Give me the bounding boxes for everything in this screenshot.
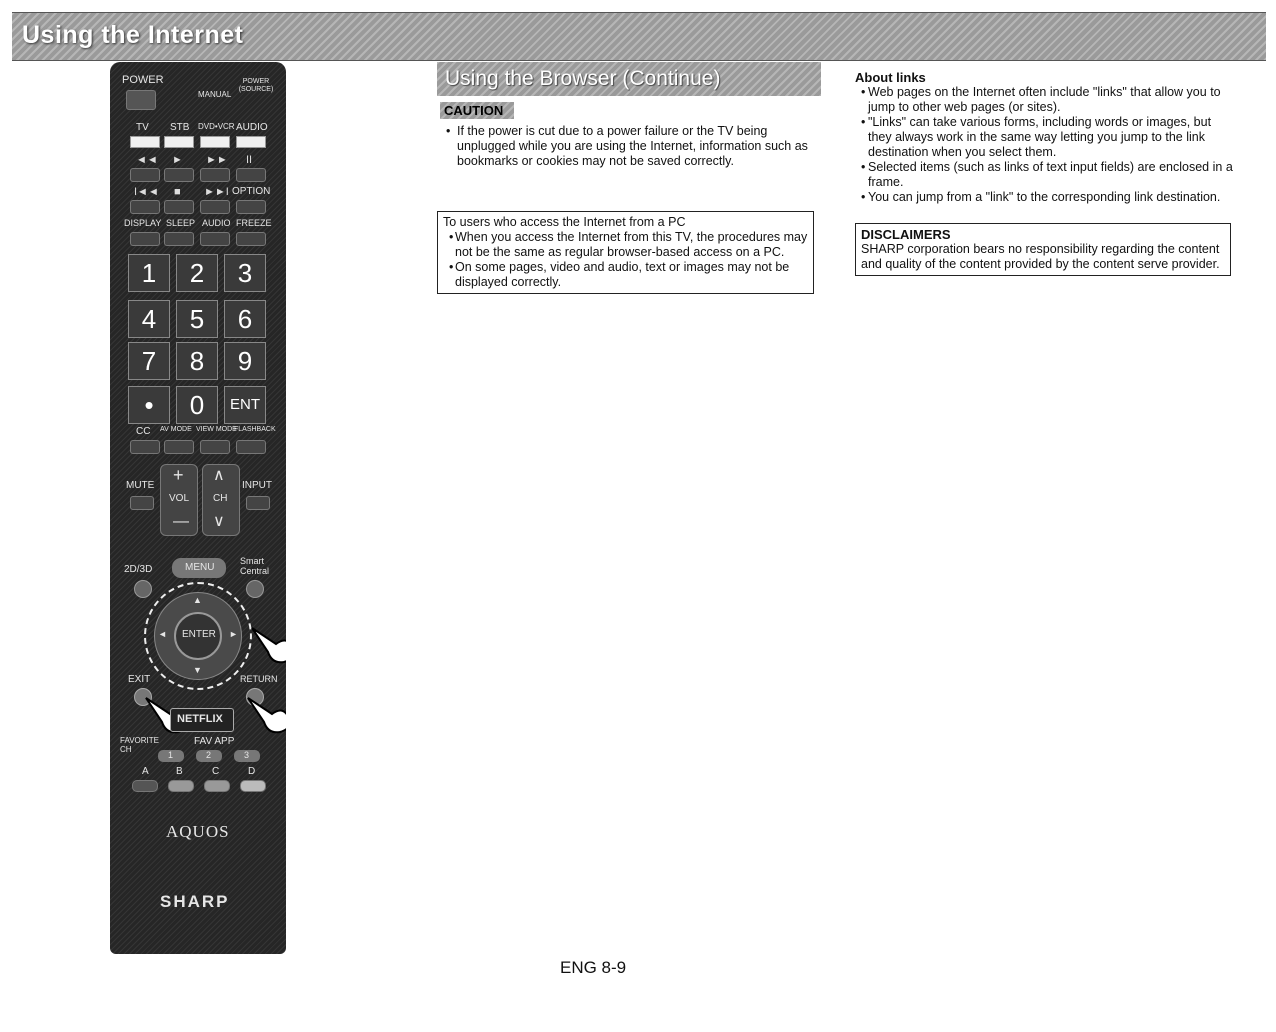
- a-button: [132, 780, 158, 792]
- menu-label: MENU: [185, 562, 215, 573]
- menu-button: [172, 558, 226, 578]
- smart-central-label: Smart Central: [240, 556, 270, 576]
- option-label: OPTION: [232, 186, 271, 197]
- source-stb-label: STB: [170, 122, 190, 133]
- av-mode-label: AV MODE: [160, 426, 192, 433]
- volume-down-icon: —: [173, 513, 189, 530]
- volume-rocker: [160, 464, 198, 536]
- fav-app-2-label: 2: [206, 750, 212, 760]
- num-key-9: 9: [224, 342, 266, 380]
- pc-users-box: [437, 211, 814, 294]
- stop-button: [164, 200, 194, 214]
- ch-label: CH: [213, 493, 228, 504]
- enter-label: ENTER: [182, 629, 216, 640]
- fav-app-3-button: [234, 750, 260, 762]
- skip-back-icon: I◄◄: [134, 186, 159, 198]
- netflix-button: [170, 708, 234, 732]
- caution-label: CAUTION: [440, 102, 514, 119]
- about-links-section: [855, 70, 1233, 205]
- mute-button: [130, 496, 154, 510]
- source-tv-label: TV: [136, 122, 149, 133]
- stop-icon: ■: [174, 186, 181, 198]
- sharp-logo: SHARP: [160, 892, 230, 911]
- source-audio-button: [236, 136, 266, 148]
- play-icon: ►: [172, 154, 183, 166]
- fav-app-3-label: 3: [244, 750, 250, 760]
- pointing-hand-icon: [250, 622, 286, 666]
- power-label: POWER: [122, 74, 164, 86]
- dpad-down-icon: ▼: [193, 665, 202, 675]
- caution-item: • If the power is cut due to a power failure or the TV being unplugged while you are using the Internet, information such as bookmarks or cookies may not be saved correctly.: [440, 124, 815, 169]
- mute-label: MUTE: [126, 480, 155, 491]
- about-links-item: • Selected items (such as links of text input fields) are enclosed in a frame.: [855, 160, 1233, 190]
- skip-back-button: [130, 200, 160, 214]
- dot-key: •: [128, 386, 170, 424]
- pc-users-heading: To users who access the Internet from a PC: [443, 215, 686, 229]
- num-key-7: 7: [128, 342, 170, 380]
- audio-label: AUDIO: [202, 218, 231, 228]
- favorite-ch-label: FAVORITE CH: [120, 736, 159, 754]
- rewind-button: [130, 168, 160, 182]
- channel-down-icon: ∨: [213, 513, 225, 530]
- display-button: [130, 232, 160, 246]
- volume-up-icon: +: [173, 465, 184, 485]
- disclaimers-text: SHARP corporation bears no responsibility regarding the content and quality of the content provided by the content serve provider.: [861, 242, 1220, 271]
- d-label: D: [248, 766, 256, 777]
- power-source-label: POWER (SOURCE): [238, 78, 274, 93]
- input-button: [246, 496, 270, 510]
- fast-forward-icon: ►►: [206, 154, 228, 166]
- a-label: A: [142, 766, 149, 777]
- num-key-1: 1: [128, 254, 170, 292]
- cc-button: [130, 440, 160, 454]
- num-key-6: 6: [224, 300, 266, 338]
- audio-button: [200, 232, 230, 246]
- av-mode-button: [164, 440, 194, 454]
- pc-users-list: [443, 230, 808, 290]
- return-label: RETURN: [240, 674, 278, 684]
- disclaimers-heading: DISCLAIMERS: [861, 227, 951, 242]
- remote-control-illustration: [110, 62, 286, 954]
- dpad-up-icon: ▲: [193, 595, 202, 605]
- option-button: [236, 200, 266, 214]
- about-links-item: • "Links" can take various forms, including words or images, but they always work in the same way letting you jump to the link destination when you select them.: [855, 115, 1233, 160]
- rewind-icon: ◄◄: [136, 154, 158, 166]
- fav-app-label: FAV APP: [194, 736, 235, 747]
- pc-users-item: • On some pages, video and audio, text or images may not be displayed correctly.: [443, 260, 808, 290]
- page-number: ENG 8-9: [560, 958, 627, 977]
- pointing-hand-icon: [246, 692, 286, 736]
- input-label: INPUT: [242, 480, 272, 491]
- section-heading-bar: [437, 62, 821, 96]
- power-button: [126, 90, 156, 110]
- source-dvd-button: [200, 136, 230, 148]
- smart-central-button: [246, 580, 264, 598]
- b-label: B: [176, 766, 183, 777]
- dpad-left-icon: ◄: [158, 629, 167, 639]
- c-button: [204, 780, 230, 792]
- num-key-4: 4: [128, 300, 170, 338]
- source-dvd-label: DVD•VCR: [198, 122, 235, 131]
- fav-app-2-button: [196, 750, 222, 762]
- netflix-label: NETFLIX: [177, 713, 223, 725]
- 2d3d-button: [134, 580, 152, 598]
- fav-app-1-label: 1: [168, 750, 174, 760]
- cc-label: CC: [136, 426, 151, 437]
- about-links-item: • You can jump from a "link" to the corresponding link destination.: [855, 190, 1233, 205]
- enter-button: [174, 612, 222, 660]
- view-mode-button: [200, 440, 230, 454]
- page-title: Using the Internet: [22, 21, 244, 49]
- display-label: DISPLAY: [124, 218, 162, 228]
- flashback-button: [236, 440, 266, 454]
- d-button: [240, 780, 266, 792]
- b-button: [168, 780, 194, 792]
- num-key-3: 3: [224, 254, 266, 292]
- 2d3d-label: 2D/3D: [124, 564, 153, 575]
- freeze-button: [236, 232, 266, 246]
- play-button: [164, 168, 194, 182]
- source-audio-label: AUDIO: [236, 122, 268, 133]
- disclaimers-box: [855, 223, 1231, 276]
- flashback-label: FLASHBACK: [234, 426, 276, 433]
- caution-text: [440, 124, 815, 169]
- source-tv-button: [130, 136, 160, 148]
- skip-forward-button: [200, 200, 230, 214]
- ent-key: ENT: [224, 386, 266, 424]
- c-label: C: [212, 766, 220, 777]
- dpad-right-icon: ►: [229, 629, 238, 639]
- sleep-button: [164, 232, 194, 246]
- pause-button: [236, 168, 266, 182]
- exit-label: EXIT: [128, 674, 151, 685]
- sleep-label: SLEEP: [166, 218, 196, 228]
- num-key-2: 2: [176, 254, 218, 292]
- source-stb-button: [164, 136, 194, 148]
- num-key-5: 5: [176, 300, 218, 338]
- about-links-item: • Web pages on the Internet often include "links" that allow you to jump to other web pages (or sites).: [855, 85, 1233, 115]
- num-key-0: 0: [176, 386, 218, 424]
- skip-forward-icon: ►►I: [204, 186, 229, 198]
- about-links-heading: About links: [855, 70, 926, 85]
- fav-app-1-button: [158, 750, 184, 762]
- aquos-logo: AQUOS: [166, 822, 230, 841]
- pc-users-item: • When you access the Internet from this TV, the procedures may not be the same as regular browser-based access on a PC.: [443, 230, 808, 260]
- num-key-8: 8: [176, 342, 218, 380]
- freeze-label: FREEZE: [236, 218, 272, 228]
- top-banner: [12, 12, 1266, 61]
- vol-label: VOL: [169, 493, 190, 504]
- manual-label: MANUAL: [198, 90, 232, 99]
- channel-up-icon: ∧: [213, 467, 225, 484]
- view-mode-label: VIEW MODE: [196, 426, 237, 433]
- ff-button: [200, 168, 230, 182]
- section-title: Using the Browser (Continue): [445, 67, 721, 90]
- channel-rocker: [202, 464, 240, 536]
- pause-icon: II: [246, 154, 253, 166]
